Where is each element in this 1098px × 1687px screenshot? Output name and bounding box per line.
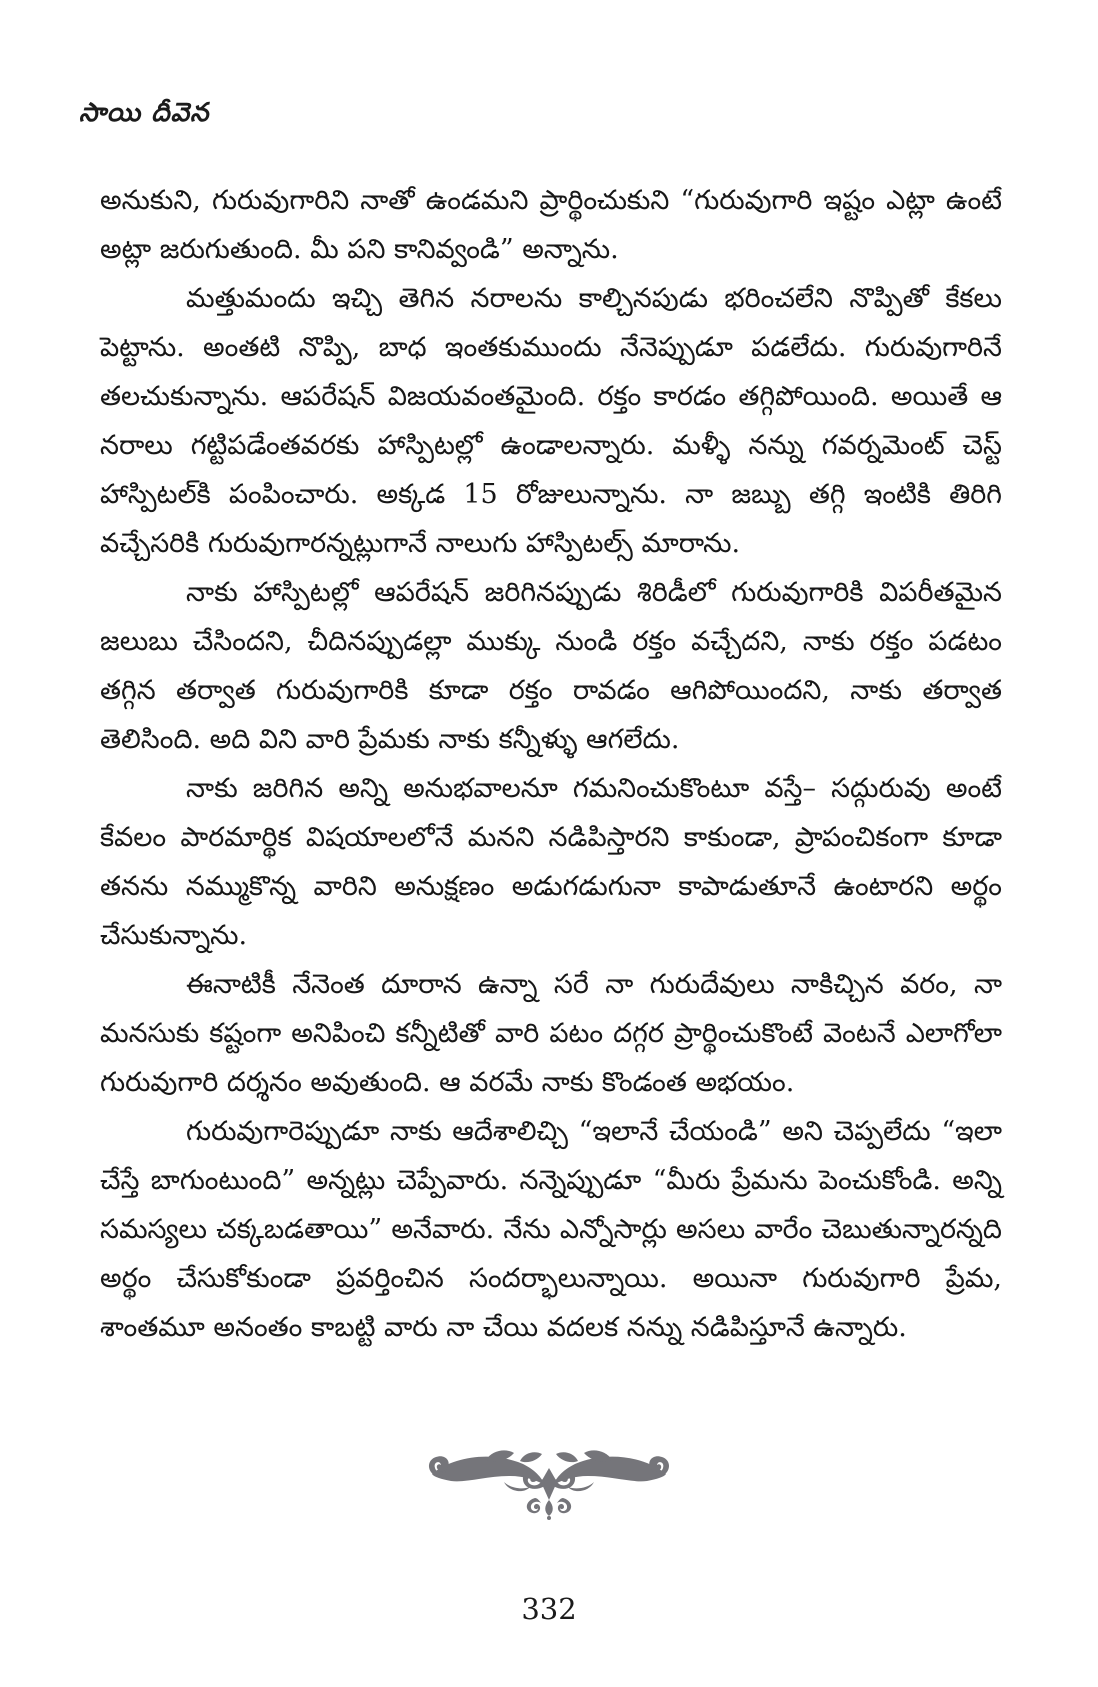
body-text [100, 176, 1002, 1352]
body-paragraph: గురువుగారెప్పుడూ నాకు ఆదేశాలిచ్చి “ఇలానే చేయండి” అని చెప్పలేదు “ఇలా చేస్తే బాగుంటుంది” అన్నట్లు చెప్పేవారు. నన్నెప్పుడూ “మీరు ప్రేమను పెంచుకోండి. అన్ని సమస్యలు చక్కబడతాయి” అనేవారు. నేను ఎన్నోసార్లు అసలు వారేం చెబుతున్నారన్నది అర్థం చేసుకోకుండా ప్రవర్తించిన సందర్భాలున్నాయి. అయినా గురువుగారి ప్రేమ, శాంతమూ అనంతం కాబట్టి వారు నా చేయి వదలక నన్ను నడిపిస్తూనే ఉన్నారు. [100, 1116, 1002, 1343]
running-header-title: సాయి దీవెన [79, 98, 210, 128]
body-paragraph: ఈనాటికీ నేనెంత దూరాన ఉన్నా సరే నా గురుదేవులు నాకిచ్చిన వరం, నా మనసుకు కష్టంగా అనిపించి కన్నీటితో వారి పటం దగ్గర ప్రార్థించుకొంటే వెంటనే ఎలాగోలా గురువుగారి దర్శనం అవుతుంది. ఆ వరమే నాకు కొండంత అభయం. [100, 969, 1002, 1098]
section-divider [0, 1448, 1098, 1520]
floral-flourish-icon [424, 1448, 674, 1520]
body-paragraph: నాకు జరిగిన అన్ని అనుభవాలనూ గమనించుకొంటూ వస్తే– సద్గురువు అంటే కేవలం పారమార్థిక విషయాలలోనే మనని నడిపిస్తారని కాకుండా, ప్రాపంచికంగా కూడా తనను నమ్ముకొన్న వారిని అనుక్షణం అడుగడుగునా కాపాడుతూనే ఉంటారని అర్థం చేసుకున్నాను. [100, 773, 1002, 951]
page-number: 332 [521, 1592, 577, 1626]
body-paragraph: అనుకుని, గురువుగారిని నాతో ఉండమని ప్రార్థించుకుని “గురువుగారి ఇష్టం ఎట్లా ఉంటే అట్లా జరుగుతుంది. మీ పని కానివ్వండి” అన్నాను. [100, 185, 1002, 265]
body-paragraph: నాకు హాస్పిటల్లో ఆపరేషన్ జరిగినప్పుడు శిరిడీలో గురువుగారికి విపరీతమైన జలుబు చేసిందని, చీదినప్పుడల్లా ముక్కు నుండి రక్తం వచ్చేదని, నాకు రక్తం పడటం తగ్గిన తర్వాత గురువుగారికి కూడా రక్తం రావడం ఆగిపోయిందని, నాకు తర్వాత తెలిసింది. అది విని వారి ప్రేమకు నాకు కన్నీళ్ళు ఆగలేదు. [100, 577, 1002, 755]
body-paragraph: మత్తుమందు ఇచ్చి తెగిన నరాలను కాల్చినపుడు భరించలేని నొప్పితో కేకలు పెట్టాను. అంతటి నొప్పి, బాధ ఇంతకుముందు నేనెప్పుడూ పడలేదు. గురువుగారినే తలచుకున్నాను. ఆపరేషన్ విజయవంతమైంది. రక్తం కారడం తగ్గిపోయింది. అయితే ఆ నరాలు గట్టిపడేంతవరకు హాస్పిటల్లో ఉండాలన్నారు. మళ్ళీ నన్ను గవర్నమెంట్ చెస్ట్ హాస్పిటల్‌కి పంపించారు. అక్కడ 15 రోజులున్నాను. నా జబ్బు తగ్గి ఇంటికి తిరిగి వచ్చేసరికి గురువుగారన్నట్లుగానే నాలుగు హాస్పిటల్స్ మారాను. [100, 283, 1002, 559]
